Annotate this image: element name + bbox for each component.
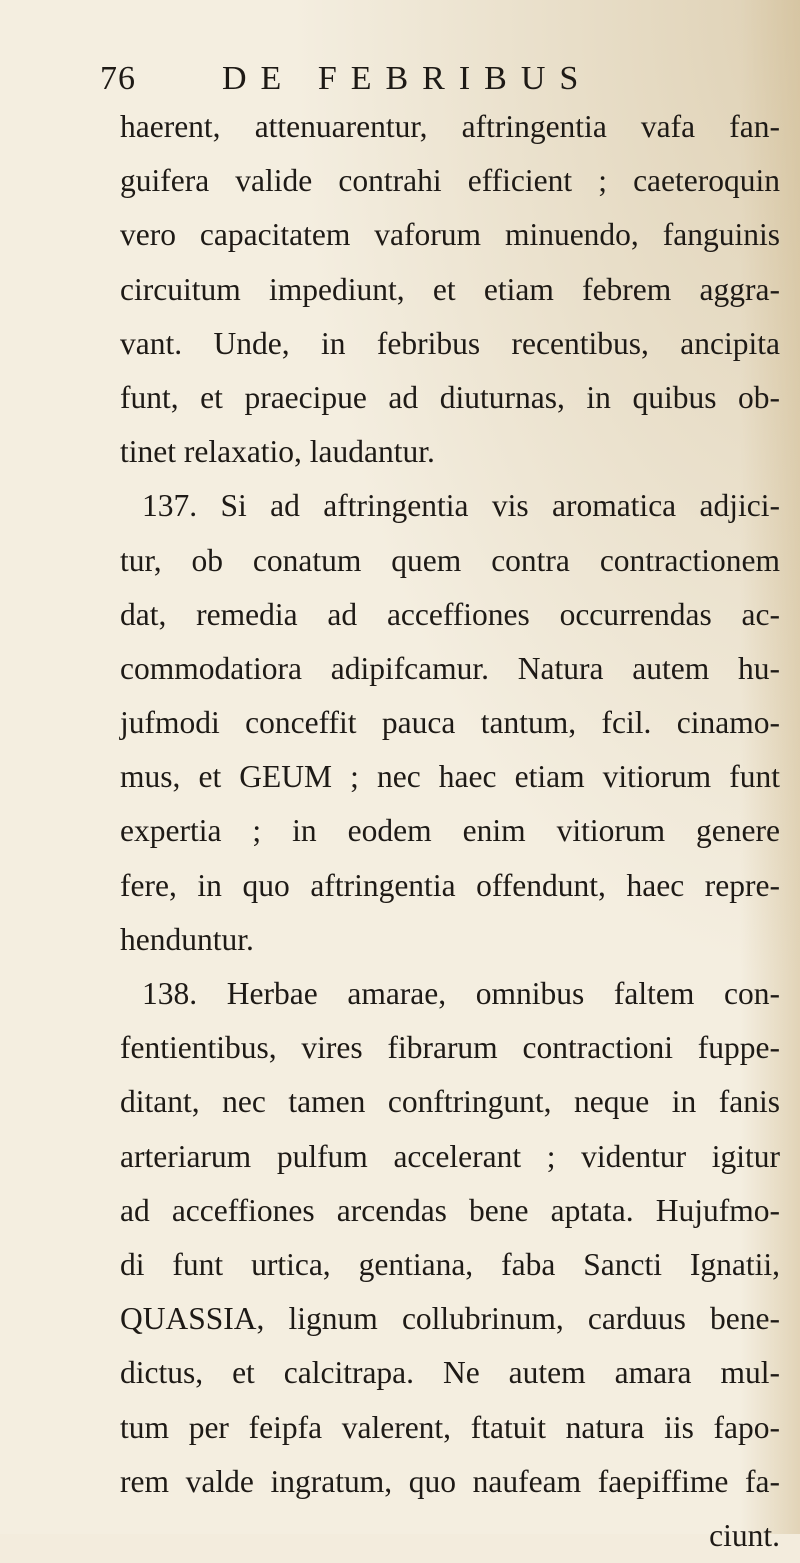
text-line: fere, in quo aftringentia offendunt, haec repre- — [120, 867, 780, 903]
text-line: 138. Herbae amarae, omnibus faltem con- — [142, 976, 780, 1011]
text-line: circuitum impediunt, et etiam febrem aggra- — [120, 271, 780, 307]
text-line: tur, ob conatum quem contra contractionem — [120, 542, 780, 578]
text-line: ad acceffiones arcendas bene aptata. Hujufmo- — [120, 1192, 780, 1228]
text-line: haerent, attenuarentur, aftringentia vafa fan- — [120, 109, 780, 144]
text-line: ditant, nec tamen conftringunt, neque in fanis — [120, 1084, 780, 1120]
text-line: tum per feipfa valerent, ftatuit natura iis fapo- — [120, 1409, 780, 1445]
running-title: DE FEBRIBUS — [222, 60, 593, 97]
text-line: fentientibus, vires fibrarum contractioni fuppe- — [120, 1030, 780, 1066]
text-line: arteriarum pulfum accelerant ; videntur igitur — [120, 1138, 780, 1174]
text-line: jufmodi conceffit pauca tantum, fcil. cinamo- — [120, 705, 780, 741]
page-number: 76 — [100, 60, 136, 97]
text-line: di funt urtica, gentiana, faba Sancti Ignatii, — [120, 1246, 780, 1282]
text-line: commodatiora adipifcamur. Natura autem hu- — [120, 650, 780, 686]
text-line: guifera valide contrahi efficient ; caeteroquin — [120, 163, 780, 199]
text-line: rem valde ingratum, quo naufeam faepiffime fa- — [120, 1463, 780, 1499]
text-line: funt, et praecipue ad diuturnas, in quibus ob- — [120, 379, 780, 415]
text-line: QUASSIA, lignum collubrinum, carduus bene- — [120, 1301, 780, 1337]
text-line: vero capacitatem vaforum minuendo, fanguinis — [120, 217, 780, 253]
text-line: dat, remedia ad acceffiones occurrendas ac- — [120, 596, 780, 632]
text-line: henduntur. — [120, 921, 254, 957]
text-line: expertia ; in eodem enim vitiorum genere — [120, 813, 780, 849]
text-line: ciunt. — [709, 1517, 780, 1553]
text-line: tinet relaxatio, laudantur. — [120, 434, 435, 470]
text-line: vant. Unde, in febribus recentibus, ancipita — [120, 325, 780, 361]
text-line: mus, et GEUM ; nec haec etiam vitiorum funt — [120, 759, 780, 795]
text-line: dictus, et calcitrapa. Ne autem amara mul- — [120, 1355, 780, 1391]
body-text — [120, 100, 780, 1563]
text-line: 137. Si ad aftringentia vis aromatica adjici- — [142, 488, 780, 524]
